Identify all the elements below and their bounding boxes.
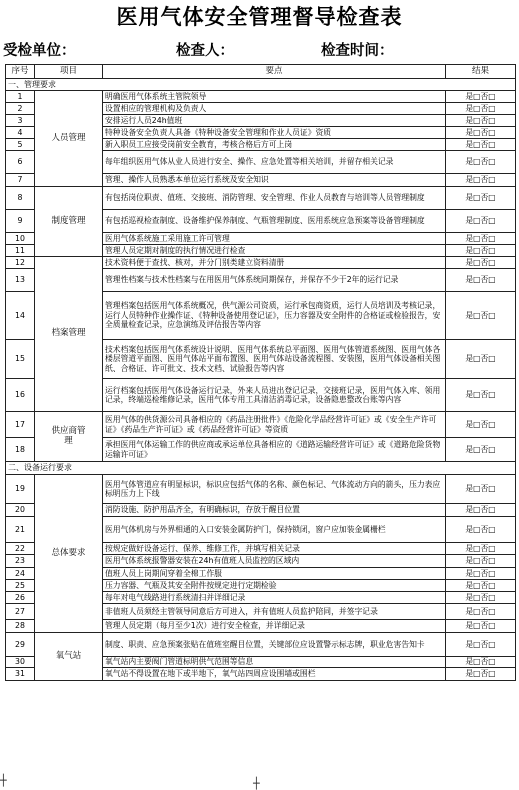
row-number: 17: [6, 412, 35, 438]
row-number: 4: [6, 127, 35, 139]
inspection-table: [5, 64, 516, 681]
result-checkboxes[interactable]: 是□否□: [446, 103, 516, 115]
requirement-text: 制度、职责、应急预案张贴在值班室醒目位置，关键部位应设置警示标志牌，职业危害告知卡: [103, 633, 446, 657]
crosshair-mark-icon: ┼: [0, 774, 7, 787]
row-number: 25: [6, 580, 35, 592]
row-number: 10: [6, 233, 35, 245]
result-checkboxes[interactable]: 是□否□: [446, 340, 516, 379]
row-number: 8: [6, 187, 35, 210]
row-number: 31: [6, 668, 35, 681]
table-row: [6, 187, 516, 210]
group-label: 人员管理: [35, 91, 103, 187]
inspector-label: 检查人：: [176, 43, 234, 59]
requirement-text: 设置相应的管理机构及负责人: [103, 103, 446, 115]
row-number: 24: [6, 568, 35, 580]
row-number: 14: [6, 292, 35, 340]
crosshair-mark-icon: ┼: [253, 777, 260, 790]
result-checkboxes[interactable]: 是□否□: [446, 115, 516, 127]
requirement-text: 特种设备安全负责人具备《特种设备安全管理和作业人员证》资质: [103, 127, 446, 139]
requirement-text: 技术资料便于查找、核对，并分门别类建立资料清册: [103, 257, 446, 269]
row-number: 3: [6, 115, 35, 127]
row-number: 19: [6, 475, 35, 504]
requirement-text: 新入职员工应接受岗前安全教育，考核合格后方可上岗: [103, 139, 446, 151]
result-checkboxes[interactable]: 是□否□: [446, 245, 516, 257]
row-number: 26: [6, 592, 35, 604]
requirement-text: 医用气体机房与外界相通的入口安装金属防护门，保持锁闭，窗户应加装金属栅栏: [103, 517, 446, 543]
row-number: 7: [6, 174, 35, 187]
row-number: 28: [6, 620, 35, 633]
section-row: [6, 462, 516, 475]
group-label: 氧气站: [35, 633, 103, 681]
requirement-text: 管理性档案与技术性档案与在用医用气体系统同期保存，并保存不少于2年的运行记录: [103, 269, 446, 292]
result-checkboxes[interactable]: 是□否□: [446, 657, 516, 668]
result-checkboxes[interactable]: 是□否□: [446, 517, 516, 543]
result-checkboxes[interactable]: 是□否□: [446, 592, 516, 604]
row-number: 22: [6, 543, 35, 555]
result-checkboxes[interactable]: 是□否□: [446, 269, 516, 292]
requirement-text: 氧气站内主要阀门管道标明供气范围等信息: [103, 657, 446, 668]
table-header-row: [6, 65, 516, 79]
result-checkboxes[interactable]: 是□否□: [446, 139, 516, 151]
section-row: [6, 79, 516, 91]
result-checkboxes[interactable]: 是□否□: [446, 174, 516, 187]
col-header-item: 项目: [35, 65, 103, 79]
row-number: 1: [6, 91, 35, 103]
row-number: 20: [6, 504, 35, 517]
page-title: 医用气体安全管理督导检查表: [116, 4, 403, 29]
requirement-text: 有包括巡视检查制度、设备维护保养制度、气瓶管理制度、医用系统应急预案等设备管理制度: [103, 210, 446, 233]
row-number: 21: [6, 517, 35, 543]
table-row: [6, 91, 516, 103]
result-checkboxes[interactable]: 是□否□: [446, 555, 516, 568]
requirement-text: 承担医用气体运输工作的供应商或承运单位具备相应的《道路运输经营许可证》或《道路危险货物运输许可证》: [103, 438, 446, 462]
group-label: 档案管理: [35, 257, 103, 412]
requirement-text: 医用气体系统施工采用施工许可管理: [103, 233, 446, 245]
result-checkboxes[interactable]: 是□否□: [446, 187, 516, 210]
row-number: 18: [6, 438, 35, 462]
requirement-text: 管理、操作人员熟悉本单位运行系统及安全知识: [103, 174, 446, 187]
result-checkboxes[interactable]: 是□否□: [446, 543, 516, 555]
col-header-result: 结果: [446, 65, 516, 79]
requirement-text: 明确医用气体系统主管院领导: [103, 91, 446, 103]
row-number: 15: [6, 340, 35, 379]
requirement-text: 按规定做好设备运行、保养、维修工作，并填写相关记录: [103, 543, 446, 555]
result-checkboxes[interactable]: 是□否□: [446, 620, 516, 633]
requirement-text: 有包括岗位职责、值班、交接班、消防管理、安全管理、作业人员教育与培训等人员管理制度: [103, 187, 446, 210]
group-label: 总体要求: [35, 475, 103, 633]
requirement-text: 安排运行人员24h值班: [103, 115, 446, 127]
requirement-text: 医用气体的供货源公司具备相应的《药品注册批件》《危险化学品经营许可证》或《安全生产许可证》《药品生产许可证》或《药品经营许可证》等资质: [103, 412, 446, 438]
col-header-points: 要点: [103, 65, 446, 79]
row-number: 16: [6, 379, 35, 412]
result-checkboxes[interactable]: 是□否□: [446, 568, 516, 580]
requirement-text: 消防设施、防护用品齐全，有明确标识，存放于醒目位置: [103, 504, 446, 517]
result-checkboxes[interactable]: 是□否□: [446, 151, 516, 174]
result-checkboxes[interactable]: 是□否□: [446, 257, 516, 269]
result-checkboxes[interactable]: 是□否□: [446, 504, 516, 517]
result-checkboxes[interactable]: 是□否□: [446, 91, 516, 103]
row-number: 11: [6, 245, 35, 257]
inspected-unit-label: 受检单位：: [3, 43, 76, 59]
requirement-text: 运行档案包括医用气体设备运行记录，外来人员进出登记记录，交接班记录，医用气体入库、领用记录，终端巡检维修记录，医用气体专用工具清洁消毒记录，设备隐患整改台账等内容: [103, 379, 446, 412]
row-number: 5: [6, 139, 35, 151]
row-number: 30: [6, 657, 35, 668]
result-checkboxes[interactable]: 是□否□: [446, 633, 516, 657]
group-label: 供应商管理: [35, 412, 103, 462]
result-checkboxes[interactable]: 是□否□: [446, 292, 516, 340]
requirement-text: 氧气站不得设置在地下或半地下，氧气站四周应设围墙或围栏: [103, 668, 446, 681]
requirement-text: 医用气体管道应有明显标识，标识应包括气体的名称、颜色标记、气体流动方向的箭头，压力表应标明压力上下线: [103, 475, 446, 504]
result-checkboxes[interactable]: 是□否□: [446, 127, 516, 139]
requirement-text: 值班人员上岗期间穿着全棉工作服: [103, 568, 446, 580]
result-checkboxes[interactable]: 是□否□: [446, 668, 516, 681]
requirement-text: 非值班人员须经主管领导同意后方可进入，并有值班人员监护陪同，并签字记录: [103, 604, 446, 620]
result-checkboxes[interactable]: 是□否□: [446, 379, 516, 412]
row-number: 13: [6, 269, 35, 292]
table-row: [6, 257, 516, 269]
result-checkboxes[interactable]: 是□否□: [446, 233, 516, 245]
requirement-text: 压力容器、气瓶及其安全附件按规定进行定期检验: [103, 580, 446, 592]
row-number: 6: [6, 151, 35, 174]
row-number: 29: [6, 633, 35, 657]
result-checkboxes[interactable]: 是□否□: [446, 604, 516, 620]
requirement-text: 管理人员定期对制度的执行情况进行检查: [103, 245, 446, 257]
result-checkboxes[interactable]: 是□否□: [446, 210, 516, 233]
row-number: 23: [6, 555, 35, 568]
section-title: 一、管理要求: [6, 79, 516, 91]
requirement-text: 医用气体系统报警器安装在24h有值班人员监控的区域内: [103, 555, 446, 568]
result-checkboxes[interactable]: 是□否□: [446, 412, 516, 438]
row-number: 27: [6, 604, 35, 620]
table-row: [6, 475, 516, 504]
requirement-text: 管理人员定期（每月至少1次）进行安全检查，并详细记录: [103, 620, 446, 633]
inspection-time-label: 检查时间：: [321, 43, 394, 59]
result-checkboxes[interactable]: 是□否□: [446, 438, 516, 462]
requirement-text: 每年组织医用气体从业人员进行安全、操作、应急处置等相关培训，并留存相关记录: [103, 151, 446, 174]
col-header-no: 序号: [6, 65, 35, 79]
section-title: 二、设备运行要求: [6, 462, 516, 475]
requirement-text: 技术档案包括医用气体系统设计说明、医用气体系统总平面图、医用气体管道系统图、医用气体各楼层管道平面图、医用气体站平面布置图、医用气体站设备流程图、安装图，医用气体设备相关图纸、合格证、许可批文、技术文档、试验报告等内容: [103, 340, 446, 379]
group-label: 制度管理: [35, 187, 103, 257]
row-number: 2: [6, 103, 35, 115]
table-row: [6, 412, 516, 438]
requirement-text: 每年对电气线路进行系统清扫并详细记录: [103, 592, 446, 604]
row-number: 12: [6, 257, 35, 269]
row-number: 9: [6, 210, 35, 233]
result-checkboxes[interactable]: 是□否□: [446, 475, 516, 504]
result-checkboxes[interactable]: 是□否□: [446, 580, 516, 592]
requirement-text: 管理档案包括医用气体系统概况，供气源公司资质，运行承包商资质，运行人员培训及考核记录，运行人员特种作业操作证、《特种设备使用登记证》，压力容器及安全附件的合格证或检验报告，安全质量检查记录，应急演练及评估报告等内容: [103, 292, 446, 340]
table-row: [6, 633, 516, 657]
